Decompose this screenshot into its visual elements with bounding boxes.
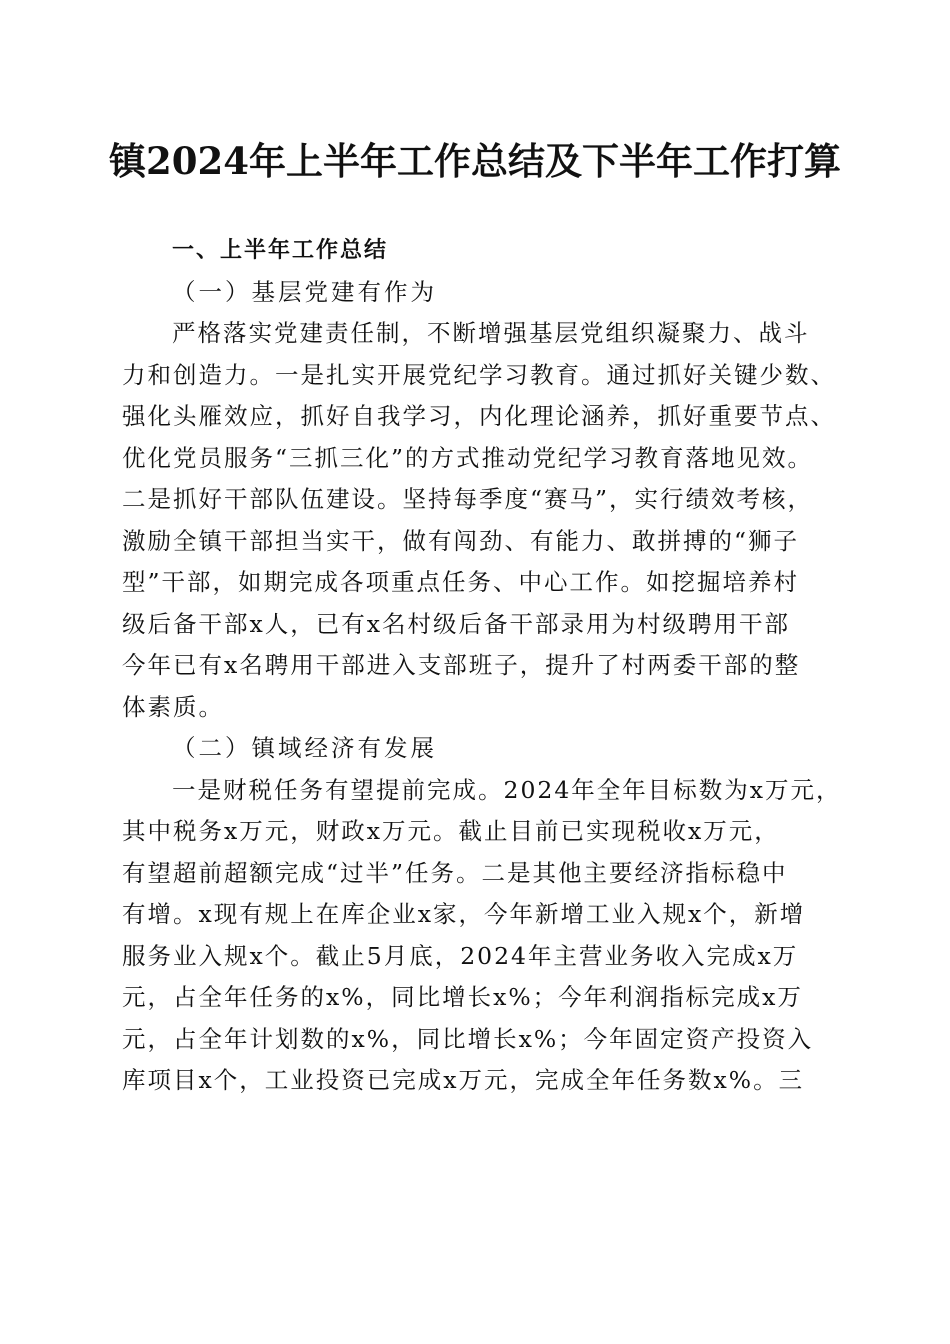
paragraph-line: 元，占全年任务的x%，同比增长x%；今年利润指标完成x万 bbox=[122, 983, 803, 1011]
paragraph-line: 服务业入规x个。截止5月底，2024年主营业务收入完成x万 bbox=[122, 941, 799, 970]
paragraph-line: 型”干部，如期完成各项重点任务、中心工作。如挖掘培养村 bbox=[122, 568, 800, 596]
paragraph-line: 强化头雁效应，抓好自我学习，内化理论涵养，抓好重要节点、 bbox=[122, 402, 836, 430]
paragraph-line: 严格落实党建责任制，不断增强基层党组织凝聚力、战斗 bbox=[172, 319, 810, 347]
paragraph-line: 其中税务x万元，财政x万元。截止目前已实现税收x万元， bbox=[122, 817, 780, 845]
paragraph-line: 有增。x现有规上在库企业x家，今年新增工业入规x个，新增 bbox=[122, 900, 806, 928]
paragraph-line: 级后备干部x人，已有x名村级后备干部录用为村级聘用干部 bbox=[122, 609, 791, 638]
paragraph-line: 二是抓好干部队伍建设。坚持每季度“赛马”，实行绩效考核， bbox=[122, 485, 814, 513]
paragraph-line: 今年已有x名聘用干部进入支部班子，提升了村两委干部的整 bbox=[122, 651, 801, 679]
paragraph-line: 激励全镇干部担当实干，做有闯劲、有能力、敢拼搏的“狮子 bbox=[122, 526, 800, 555]
paragraph-line: 元，占全年计划数的x%，同比增长x%；今年固定资产投资入 bbox=[122, 1024, 814, 1053]
paragraph-line: 有望超前超额完成“过半”任务。二是其他主要经济指标稳中 bbox=[122, 858, 788, 887]
document-body bbox=[122, 230, 852, 1102]
section-heading: 一、上半年工作总结 bbox=[172, 238, 389, 263]
subsection-heading: （二）镇域经济有发展 bbox=[172, 734, 437, 762]
paragraph-line: 库项目x个，工业投资已完成x万元，完成全年任务数x%。三 bbox=[122, 1066, 805, 1094]
document-title: 镇2024年上半年工作总结及下半年工作打算 bbox=[109, 139, 841, 183]
subsection-heading: （一）基层党建有作为 bbox=[172, 277, 437, 306]
paragraph-line: 优化党员服务“三抓三化”的方式推动党纪学习教育落地见效。 bbox=[122, 443, 814, 472]
paragraph-line: 体素质。 bbox=[122, 692, 224, 721]
paragraph-line: 一是财税任务有望提前完成。2024年全年目标数为x万元， bbox=[172, 775, 842, 804]
paragraph-line: 力和创造力。一是扎实开展党纪学习教育。通过抓好关键少数、 bbox=[122, 360, 836, 389]
